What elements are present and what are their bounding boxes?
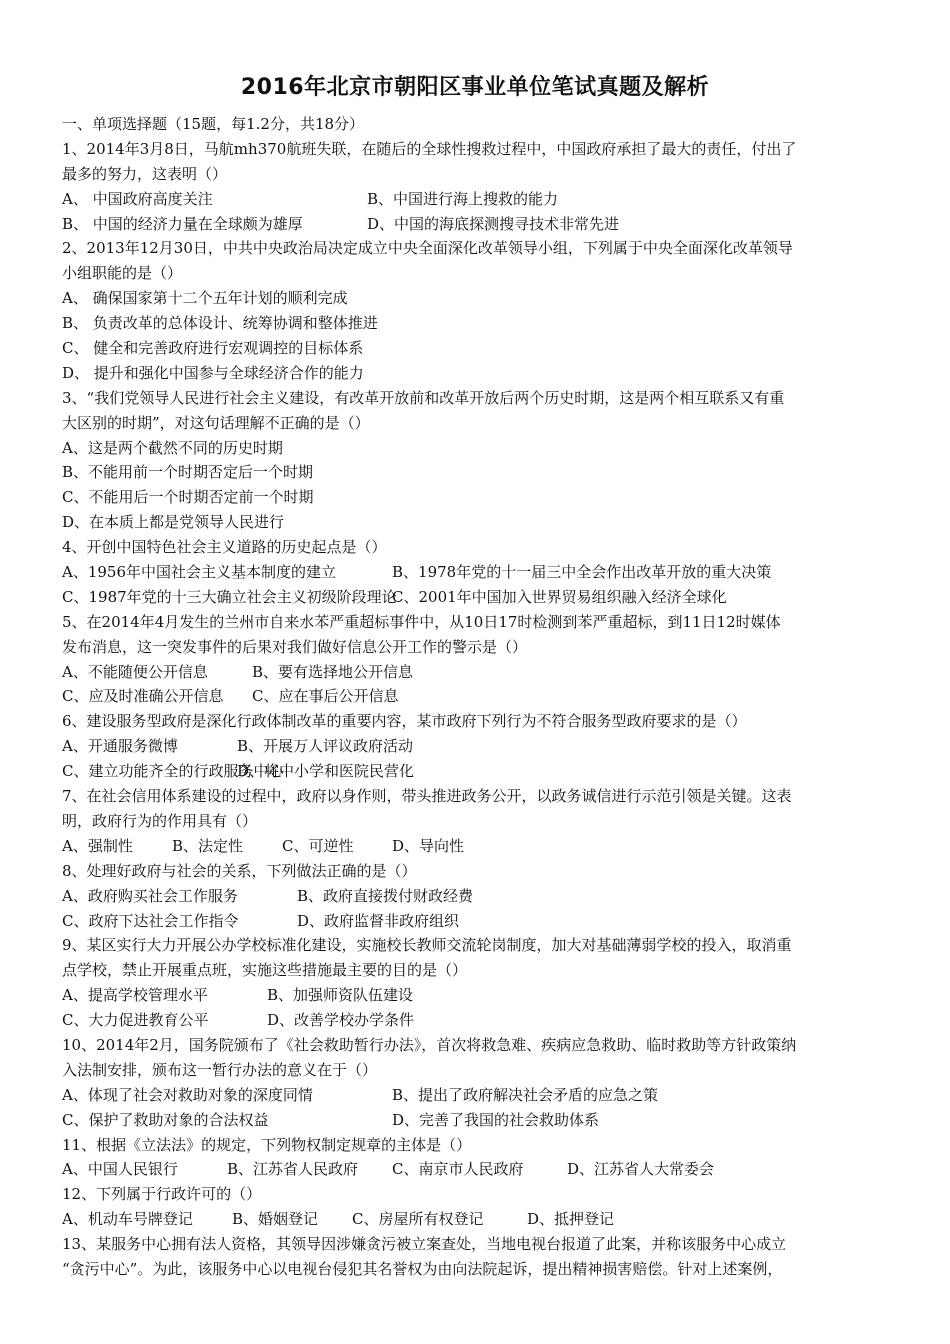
option-row — [62, 909, 892, 934]
answer-option: D、将中小学和医院民营化 — [237, 762, 415, 781]
question-stem-line: 明，政府行为的作用具有（） — [62, 811, 258, 830]
option-row — [62, 485, 892, 510]
option-row — [62, 759, 892, 784]
question-stem-line: 7、在社会信用体系建设的过程中，政府以身作则，带头推进政务公开，以政务诚信进行示范引领是关键。这表 — [62, 787, 792, 806]
question-stem-line: 点学校，禁止开展重点班，实施这些措施最主要的目的是（） — [62, 961, 468, 980]
option-row — [62, 436, 892, 461]
answer-option: B、政府直接拨付财政经费 — [297, 886, 474, 905]
answer-option: D、中国的海底探测搜寻技术非常先进 — [367, 214, 620, 233]
option-row — [62, 361, 892, 386]
answer-option: C、 健全和完善政府进行宏观调控的目标体系 — [62, 339, 364, 358]
option-row — [62, 212, 892, 237]
option-row — [62, 510, 892, 535]
option-row — [62, 311, 892, 336]
option-row — [62, 187, 892, 212]
option-row — [62, 684, 892, 709]
option-row — [62, 460, 892, 485]
page-title: 2016年北京市朝阳区事业单位笔试真题及解析 — [240, 75, 710, 100]
option-row — [62, 1207, 892, 1232]
question-stem-line: 大区别的时期”，对这句话理解不正确的是（） — [62, 413, 370, 432]
section-heading: 一、单项选择题（15题，每1.2分，共18分） — [62, 115, 365, 133]
answer-option: A、1956年中国社会主义基本制度的建立 — [62, 563, 337, 582]
option-row — [62, 286, 892, 311]
answer-option: A、政府购买社会工作服务 — [62, 886, 238, 905]
option-row — [62, 1008, 892, 1033]
question-stem-line: 11、根据《立法法》的规定，下列物权制定规章的主体是（） — [62, 1135, 472, 1154]
option-row — [62, 1157, 892, 1182]
answer-option: C、应及时准确公开信息 — [62, 687, 224, 706]
answer-option: A、 确保国家第十二个五年计划的顺利完成 — [62, 289, 348, 308]
answer-option: C、房屋所有权登记 — [352, 1210, 484, 1229]
option-row — [62, 884, 892, 909]
answer-option: B、1978年党的十一届三中全会作出改革开放的重大决策 — [392, 563, 772, 582]
answer-option: C、不能用后一个时期否定前一个时期 — [62, 488, 314, 507]
answer-option: B、提出了政府解决社会矛盾的应急之策 — [392, 1085, 659, 1104]
answer-option: C、2001年中国加入世界贸易组织融入经济全球化 — [392, 587, 727, 606]
answer-option: D、江苏省人大常委会 — [567, 1160, 715, 1179]
answer-option: C、应在事后公开信息 — [252, 687, 399, 706]
answer-option: C、南京市人民政府 — [392, 1160, 524, 1179]
answer-option: B、要有选择地公开信息 — [252, 662, 414, 681]
question-stem-line: “贪污中心”。为此，该服务中心以电视台侵犯其名誉权为由向法院起诉，提出精神损害赔偿。针对上述案例， — [62, 1259, 783, 1278]
question-stem-line: 9、某区实行大力开展公办学校标准化建设，实施校长教师交流轮岗制度，加大对基础薄弱学校的投入，取消重 — [62, 936, 792, 955]
question-stem-line: 3、“我们党领导人民进行社会主义建设，有改革开放前和改革开放后两个历史时期，这是两个相互联系又有重 — [62, 388, 785, 407]
answer-option: D、抵押登记 — [527, 1210, 615, 1229]
answer-option: C、政府下达社会工作指令 — [62, 911, 239, 930]
answer-option: D、政府监督非政府组织 — [297, 911, 460, 930]
question-stem-line: 最多的努力，这表明（） — [62, 164, 228, 183]
answer-option: A、强制性 — [62, 836, 133, 855]
question-stem-line: 1、2014年3月8日，马航mh370航班失联，在随后的全球性搜救过程中，中国政府承担了最大的责任，付出了 — [62, 139, 797, 158]
answer-option: B、江苏省人民政府 — [227, 1160, 359, 1179]
answer-option: B、开展万人评议政府活动 — [237, 737, 414, 756]
question-stem-line: 8、处理好政府与社会的关系，下列做法正确的是（） — [62, 861, 417, 880]
answer-option: C、建立功能齐全的行政服务中心 — [62, 762, 284, 781]
option-row — [62, 560, 892, 585]
option-row — [62, 660, 892, 685]
answer-option: C、保护了救助对象的合法权益 — [62, 1110, 269, 1129]
answer-option: B、 中国的经济力量在全球颇为雄厚 — [62, 214, 303, 233]
answer-option: A、机动车号牌登记 — [62, 1210, 193, 1229]
question-stem-line: 10、2014年2月，国务院颁布了《社会救助暂行办法》，首次将救急难、疾病应急救助、临时救助等方针政策纳 — [62, 1035, 797, 1054]
option-row — [62, 336, 892, 361]
answer-option: D、导向性 — [392, 836, 465, 855]
answer-option: B、 负责改革的总体设计、统筹协调和整体推进 — [62, 314, 378, 333]
answer-option: C、可逆性 — [282, 836, 354, 855]
answer-option: D、 提升和强化中国参与全球经济合作的能力 — [62, 363, 364, 382]
question-stem-line: 13、某服务中心拥有法人资格，其领导因涉嫌贪污被立案查处，当地电视台报道了此案，并称该服务中心成立 — [62, 1235, 787, 1254]
answer-option: A、中国人民银行 — [62, 1160, 178, 1179]
answer-option: B、加强师资队伍建设 — [267, 986, 414, 1005]
answer-option: B、不能用前一个时期否定后一个时期 — [62, 463, 314, 482]
answer-option: D、改善学校办学条件 — [267, 1011, 415, 1030]
question-stem-line: 发布消息，这一突发事件的后果对我们做好信息公开工作的警示是（） — [62, 637, 528, 656]
option-row — [62, 1108, 892, 1133]
answer-option: A、不能随便公开信息 — [62, 662, 208, 681]
answer-option: C、1987年党的十三大确立社会主义初级阶段理论 — [62, 587, 397, 606]
answer-option: C、大力促进教育公平 — [62, 1011, 209, 1030]
answer-option: A、这是两个截然不同的历史时期 — [62, 438, 283, 457]
question-stem-line: 5、在2014年4月发生的兰州市自来水苯严重超标事件中，从10日17时检测到苯严重超标，到11日12时媒体 — [62, 612, 781, 631]
answer-option: A、开通服务微博 — [62, 737, 178, 756]
question-stem-line: 12、下列属于行政许可的（） — [62, 1185, 262, 1204]
question-stem-line: 4、开创中国特色社会主义道路的历史起点是（） — [62, 538, 387, 557]
answer-option: B、婚姻登记 — [232, 1210, 319, 1229]
question-stem-line: 6、建设服务型政府是深化行政体制改革的重要内容，某市政府下列行为不符合服务型政府要求的是（） — [62, 712, 747, 731]
answer-option: B、中国进行海上搜救的能力 — [367, 189, 559, 208]
answer-option: A、提高学校管理水平 — [62, 986, 208, 1005]
answer-option: B、法定性 — [172, 836, 244, 855]
answer-option: D、在本质上都是党领导人民进行 — [62, 513, 285, 532]
option-row — [62, 834, 892, 859]
question-list — [62, 112, 892, 1282]
question-stem-line: 2、2013年12月30日，中共中央政治局决定成立中央全面深化改革领导小组，下列属于中央全面深化改革领导 — [62, 239, 793, 258]
answer-option: D、完善了我国的社会救助体系 — [392, 1110, 600, 1129]
option-row — [62, 734, 892, 759]
option-row — [62, 585, 892, 610]
question-stem-line: 小组职能的是（） — [62, 264, 183, 283]
question-stem-line: 入法制安排，颁布这一暂行办法的意义在于（） — [62, 1060, 378, 1079]
answer-option: A、 中国政府高度关注 — [62, 189, 213, 208]
option-row — [62, 1083, 892, 1108]
option-row — [62, 983, 892, 1008]
answer-option: A、体现了社会对救助对象的深度同情 — [62, 1085, 313, 1104]
